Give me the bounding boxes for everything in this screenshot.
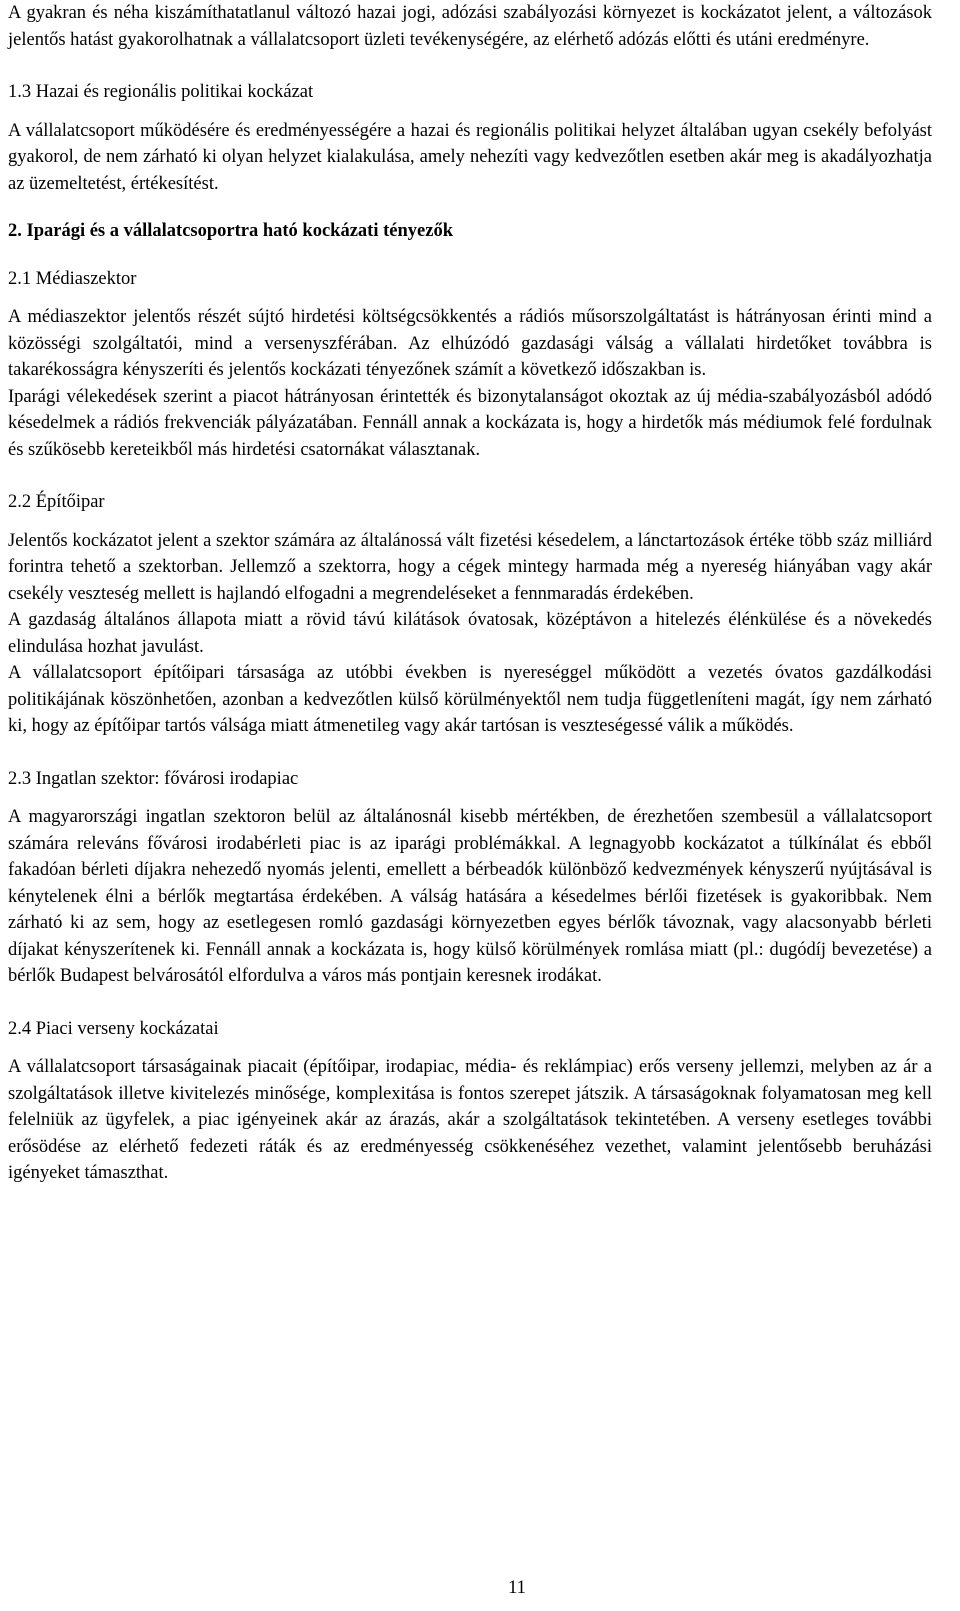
intro-paragraph: A gyakran és néha kiszámíthatatlanul változó hazai jogi, adózási szabályozási környezet is kockázatot jelent, a változások jelentős hatást gyakorolhatnak a vállalatcsoport üzleti tevékenységére, az elérhető adózás előtti és utáni eredményre. (8, 3, 932, 50)
section-2-3-heading: 2.3 Ingatlan szektor: fővárosi irodapiac (8, 768, 299, 789)
section-2-2-paragraph-3: A vállalatcsoport építőipari társasága az utóbbi években is nyereséggel működött a vezetés óvatos gazdálkodási politikájának köszönhetően, azonban a kedvezőtlen külső körülményektől nem tudja függetleníteni magát, így nem zárható ki, hogy az építőipar tartós válsága miatt átmenetileg vagy akár tartósan is veszteségessé válik a működés. (8, 663, 932, 736)
section-2-2-paragraph-1: Jelentős kockázatot jelent a szektor számára az általánossá vált fizetési késedelem, a lánctartozások értéke több száz milliárd forintra tehető a szektorban. Jellemző a szektorra, hogy a cégek mintegy harmada még a nyereség hiányában vagy akár csekély veszteség mellett is hajlandó elfogadni a megrendeléseket a fennmaradás érdekében. (8, 530, 932, 604)
document-page (8, 0, 932, 1187)
section-1-3-heading: 1.3 Hazai és regionális politikai kockázat (8, 82, 314, 102)
section-2-3-paragraph: A magyarországi ingatlan szektoron belül az általánosnál kisebb mértékben, de érezhetően szembesül a vállalatcsoport számára releváns fővárosi irodabérleti piac is az iparági problémákkal. A legnagyobb kockázatot a túlkínálat és ebből fakadóan bérleti díjakra nehezedő nyomás jelenti, emellett a bérbeadók különböző kedvezmények kényszerű nyújtásával is kénytelenek élni a bérlők megtartása érdekében. A válság hatására a késedelmes bérlői fizetések is gyakoribbak. Nem zárható ki az sem, hogy az esetlegesen romló gazdasági környezetben egyes bérlők távoznak, vagy alacsonyabb bérleti díjakat kényszerítenek ki. Fennáll annak a kockázata is, hogy külső körülmények romlása miatt (pl.: dugódíj bevezetése) a bérlők Budapest belvárosától elfordulva a város más pontjain keresnek irodákat. (8, 807, 932, 986)
section-2-1-heading: 2.1 Médiaszektor (8, 268, 137, 289)
section-1-3-paragraph: A vállalatcsoport működésére és eredményességére a hazai és regionális politikai helyzet általában ugyan csekély befolyást gyakorol, de nem zárható ki olyan helyzet kialakulása, amely nehezíti vagy kedvezőtlen esetben akár meg is akadályozhatja az üzemeltetést, értékesítést. (8, 120, 932, 194)
section-2-2-paragraph-2: A gazdaság általános állapota miatt a rövid távú kilátások óvatosak, középtávon a hitelezés élénkülése és a növekedés elindulása hozhat javulást. (8, 610, 932, 657)
section-2-1-paragraph-2: Iparági vélekedések szerint a piacot hátrányosan érintették és bizonytalanságot okoztak az új média-szabályozásból adódó késedelmek a rádiós frekvenciák pályázatában. Fennáll annak a kockázata is, hogy a hirdetők más médiumok felé fordulnak és szűkösebb kereteikből más hirdetési csatornákat választanak. (8, 386, 932, 460)
section-2-4-heading: 2.4 Piaci verseny kockázatai (8, 1018, 219, 1039)
section-2-heading: 2. Iparági és a vállalatcsoportra ható kockázati tényezők (8, 221, 453, 241)
section-2-1-paragraph-1: A médiaszektor jelentős részét sújtó hirdetési költségcsökkentés a rádiós műsorszolgáltatást is hátrányosan érinti mind a közösségi szolgáltatói, mind a versenyszférában. Az elhúzódó gazdasági válság a vállalati hirdetőket továbbra is takarékosságra kényszeríti és jelentős kockázati tényezőnek számít a következő időszakban is. (8, 307, 932, 380)
page-number: 11 (508, 1578, 526, 1598)
section-2-4-paragraph: A vállalatcsoport társaságainak piacait (építőipar, irodapiac, média- és reklámpiac) erős verseny jellemzi, melyben az ár a szolgáltatások illetve kivitelezés minősége, komplexitása is fontos szerepet játszik. A társaságoknak folyamatosan meg kell felelniük az ügyfelek, a piac igényeinek akár az árazás, akár a szolgáltatások tekintetében. A verseny esetleges további erősödése az elérhető fedezeti ráták és az eredményesség csökkenéséhez vezethet, valamint jelentősebb beruházási igényeket támaszthat. (8, 1057, 932, 1183)
section-2-2-heading: 2.2 Építőipar (8, 492, 105, 512)
